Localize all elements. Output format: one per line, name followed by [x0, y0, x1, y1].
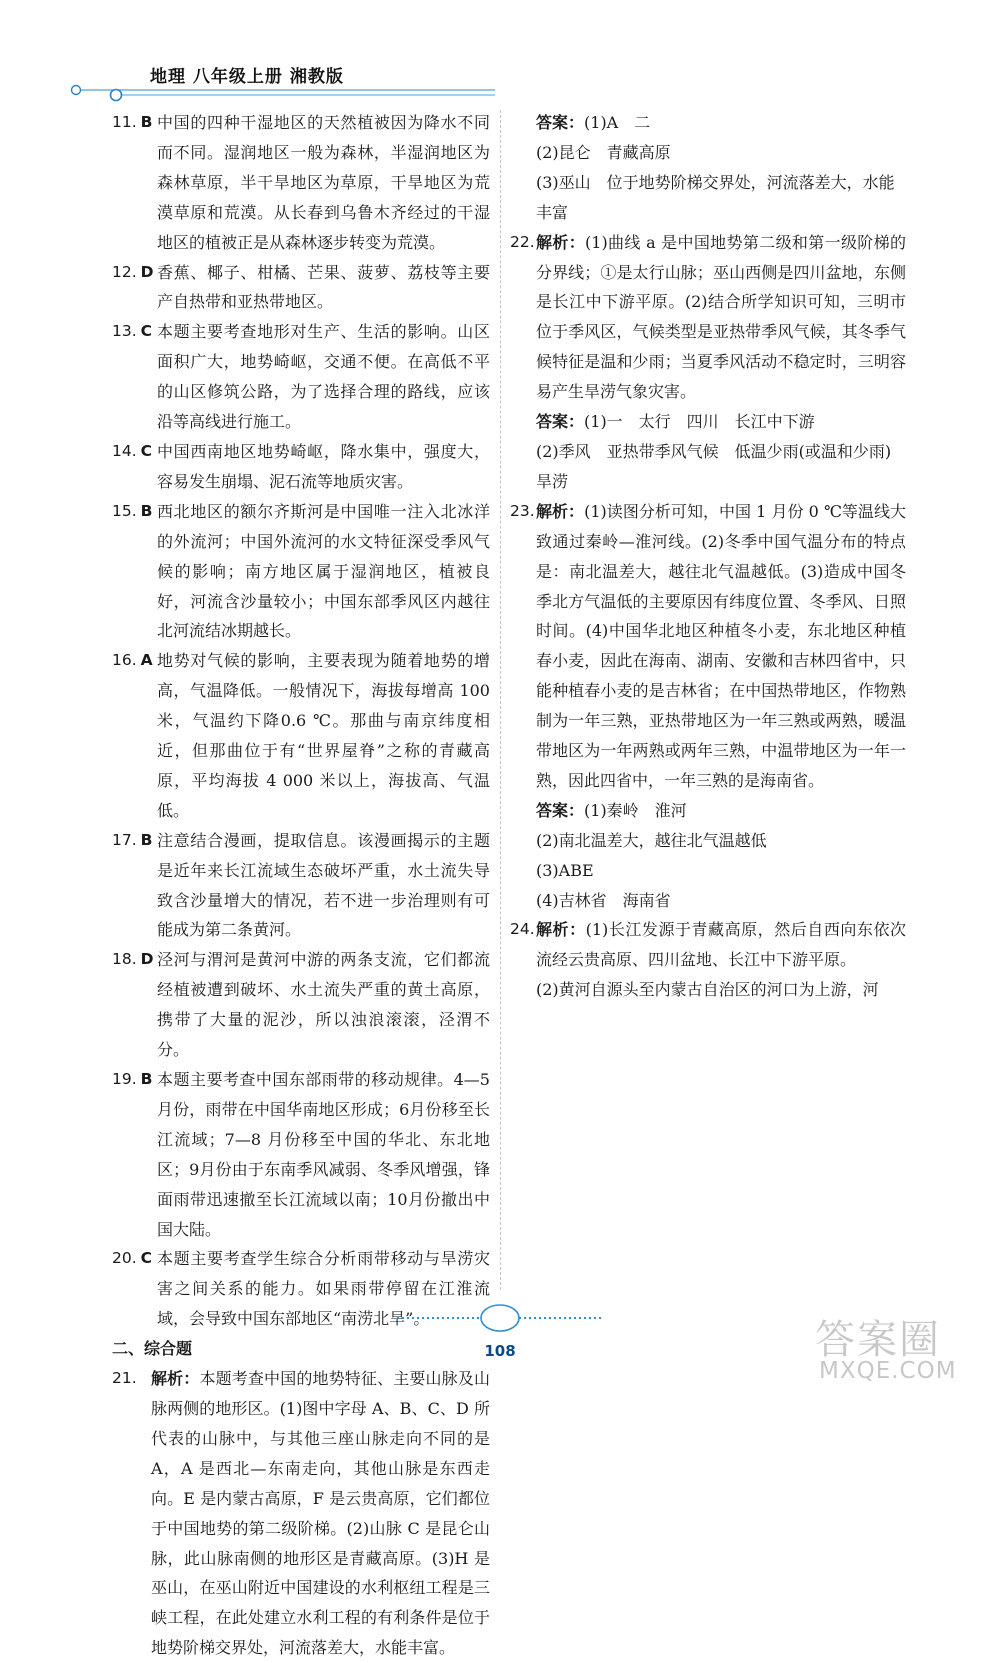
- answer-line: (4)吉林省 海南省: [536, 890, 671, 910]
- question-number: 12.: [112, 262, 137, 281]
- question-number: 18.: [112, 950, 137, 969]
- question-number: 16.: [112, 651, 137, 670]
- answer-label: 答案：: [536, 113, 585, 132]
- answer-line: (2)南北温差大，越往北气温越低: [536, 830, 767, 850]
- analysis-label: 解析：: [151, 1369, 200, 1389]
- question-11: [112, 108, 490, 258]
- question-explanation: 中国的四种干湿地区的天然植被因为降水不同而不同。湿润地区一般为森林，半湿润地区为森林草原，半干旱地区为草原，干旱地区为荒漠草原和荒漠。从长春到乌鲁木齐经过的干湿地区的植被正是从森林逐步转变为荒漠。: [157, 113, 490, 252]
- question-explanation: 本题主要考查中国东部雨带的移动规律。4—5月份，雨带在中国华南地区形成；6月份移至长江流域；7—8 月份移至中国的华北、东北地区；9月份由于东南季风减弱、冬季风增强，锋面雨带迅速撤至长江流域以南；10月份撤出中国大陆。: [157, 1070, 490, 1239]
- question-23-answers: [510, 796, 906, 916]
- answer-choice: D: [140, 262, 154, 281]
- question-21-answers: [510, 108, 906, 228]
- question-explanation: 本题主要考查地形对生产、生活的影响。山区面积广大，地势崎岖，交通不便。在高低不平的山区修筑公路，为了选择合理的路线，应该沿等高线进行施工。: [157, 322, 490, 432]
- question-22-answers: [510, 407, 906, 497]
- analysis-continuation: (2)黄河自源头至内蒙古自治区的河口为上游，河: [536, 980, 879, 1000]
- answer-choice: B: [140, 1070, 153, 1088]
- analysis-text: 本题考查中国的地势特征、主要山脉及山脉两侧的地形区。(1)图中字母 A、B、C、D 所代表的山脉中，与其他三座山脉走向不同的是 A，A 是西北—东南走向，其他山脉是东西走向。E 是内蒙古高原，F 是云贵高原，它们都位于中国地势的第二级阶梯。(2)山脉 C 是昆仑山脉，此山脉南侧的地形区是青藏高原。(3)H 是巫山，在巫山附近中国建设的水利枢纽工程是三峡工程，在此处建立水利工程的有利条件是位于地势阶梯交界处，河流落差大，水能丰富。: [151, 1369, 490, 1658]
- answer-label: 答案：: [536, 800, 585, 820]
- question-number: 11.: [112, 113, 137, 131]
- question-15: [112, 497, 490, 647]
- page-number-badge-icon: [395, 1303, 605, 1333]
- question-19: [112, 1065, 490, 1244]
- question-explanation: 香蕉、椰子、柑橘、芒果、菠萝、荔枝等主要产自热带和亚热带地区。: [157, 262, 490, 312]
- question-number: 21.: [112, 1369, 137, 1388]
- watermark-logo: [775, 1308, 975, 1388]
- book-title: 地理 八年级上册 湘教版: [150, 67, 344, 87]
- question-14: [112, 437, 490, 497]
- answer-choice: B: [140, 830, 153, 849]
- question-explanation: 注意结合漫画，提取信息。该漫画揭示的主题是近年来长江流域生态破坏严重，水土流失导致含沙量增大的情况，若不进一步治理则有可能成为第二条黄河。: [157, 830, 490, 940]
- answer-choice: B: [140, 113, 153, 131]
- question-24: [510, 915, 906, 1005]
- answer-choice: D: [140, 950, 154, 969]
- answer-choice: A: [140, 651, 153, 670]
- question-22: [510, 228, 906, 407]
- question-12: [112, 258, 490, 318]
- page-footer: [395, 1303, 605, 1360]
- question-18: [112, 945, 490, 1065]
- answer-line: [536, 108, 906, 138]
- question-number: 19.: [112, 1070, 137, 1088]
- question-number: 13.: [112, 322, 137, 341]
- analysis-text: (1)长江发源于青藏高原，然后自西向东依次流经云贵高原、四川盆地、长江中下游平原。: [536, 920, 906, 970]
- column-divider: [500, 110, 501, 1290]
- question-number: 15.: [112, 501, 137, 520]
- watermark-url: MXQE.COM: [819, 1358, 957, 1384]
- watermark-brand: 答案圈: [815, 1317, 941, 1363]
- question-number: 23.: [510, 501, 535, 520]
- question-13: [112, 317, 490, 437]
- page-header: [70, 62, 500, 102]
- answer-text: (1)一 太行 四川 长江中下游: [584, 412, 815, 432]
- analysis-text: (1)曲线 a 是中国地势第二级和第一级阶梯的分界线；①是太行山脉；巫山西侧是四川盆地，东侧是长江中下游平原。(2)结合所学知识可知，三明市位于季风区，气候类型是亚热带季风气候，其冬季气候特征是温和少雨；当夏季风活动不稳定时，三明容易产生旱涝气象灾害。: [536, 232, 906, 402]
- question-number: 20.: [112, 1249, 137, 1268]
- answer-line: [536, 796, 906, 826]
- question-number: 17.: [112, 830, 137, 849]
- section-heading: 二、综合题: [112, 1339, 193, 1359]
- answer-line: (2)昆仑 青藏高原: [536, 142, 671, 162]
- answer-choice: B: [140, 501, 153, 520]
- answer-line: (3)ABE: [536, 860, 594, 880]
- question-23: [510, 497, 906, 796]
- answer-choice: C: [140, 441, 153, 460]
- question-explanation: 本题主要考查学生综合分析雨带移动与旱涝灾害之间关系的能力。如果雨带停留在江淮流域，会导致中国东部地区“南涝北旱”。: [157, 1249, 490, 1329]
- answer-label: 答案：: [536, 412, 585, 432]
- answer-line: (2)季风 亚热带季风气候 低温少雨(或温和少雨) 旱涝: [536, 441, 908, 491]
- question-21-start: [112, 1364, 490, 1663]
- question-number: 14.: [112, 441, 137, 460]
- answer-choice: C: [140, 1249, 153, 1268]
- page-number: 108: [484, 1342, 516, 1360]
- question-number: 22.: [510, 232, 535, 251]
- question-17: [112, 826, 490, 946]
- right-column: [510, 108, 906, 1005]
- answer-choice: C: [140, 322, 153, 341]
- analysis-label: 解析：: [536, 920, 586, 940]
- question-explanation: 西北地区的额尔齐斯河是中国唯一注入北冰洋的外流河；中国外流河的水文特征深受季风气候的影响；南方地区属于湿润地区，植被良好，河流含沙量较小；中国东部季风区内越往北河流结冰期越长。: [157, 501, 490, 641]
- question-16: [112, 646, 490, 825]
- question-number: 24.: [510, 920, 535, 939]
- answer-text: (1)秦岭 淮河: [584, 800, 687, 820]
- question-explanation: 中国西南地区地势崎岖，降水集中，强度大，容易发生崩塌、泥石流等地质灾害。: [157, 441, 490, 491]
- answer-line: (3)巫山 位于地势阶梯交界处，河流落差大，水能丰富: [536, 172, 895, 222]
- analysis-label: 解析：: [536, 501, 585, 521]
- answer-text: (1)A 二: [584, 113, 651, 132]
- question-explanation: 泾河与渭河是黄河中游的两条支流，它们都流经植被遭到破坏、水土流失严重的黄土高原，携带了大量的泥沙，所以浊浪滚滚，泾渭不分。: [157, 950, 490, 1060]
- analysis-text: (1)读图分析可知，中国 1 月份 0 ℃等温线大致通过秦岭—淮河线。(2)冬季中国气温分布的特点是：南北温差大，越往北气温越低。(3)造成中国冬季北方气温低的主要原因有纬度位置、冬季风、日照时间。(4)中国华北地区种植冬小麦，东北地区种植春小麦，因此在海南、湖南、安徽和吉林四省中，只能种植春小麦的是吉林省；在中国热带地区，作物熟制为一年三熟，亚热带地区为一年三熟或两熟，暖温带地区为一年两熟或两年三熟，中温带地区为一年一熟，因此四省中，一年三熟的是海南省。: [536, 501, 906, 790]
- answer-line: [536, 407, 906, 437]
- analysis-label: 解析：: [536, 232, 586, 252]
- question-explanation: 地势对气候的影响，主要表现为随着地势的增高，气温降低。一般情况下，海拔每增高 100 米，气温约下降0.6 ℃。那曲与南京纬度相近，但那曲位于有“世界屋脊”之称的青藏高原，平均海拔 4 000 米以上，海拔高、气温低。: [157, 651, 490, 820]
- left-column: [112, 108, 490, 1663]
